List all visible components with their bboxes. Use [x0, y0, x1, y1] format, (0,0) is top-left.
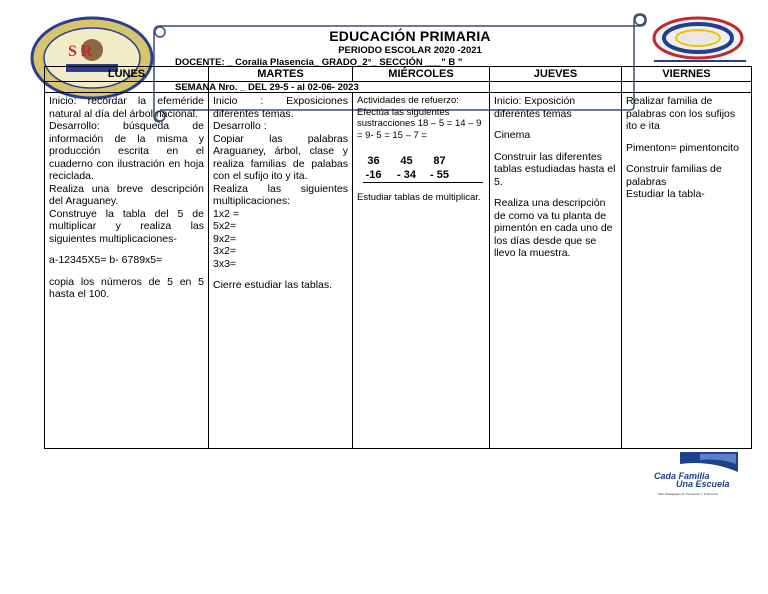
martes-cell	[209, 93, 353, 449]
lunes-conteo: copia los números de 5 en 5 hasta el 100.	[49, 275, 204, 300]
jueves-inicio: Inicio: Exposición diferentes temas	[494, 95, 576, 120]
lunes-descripcion: Realiza una breve descripción del Araguaney.	[49, 182, 204, 207]
martes-mult-5: 3x3=	[213, 257, 237, 270]
minuend-1: 36	[367, 155, 380, 167]
miercoles-estudiar: Estudiar tablas de multiplicar.	[357, 192, 481, 203]
page-title: EDUCACIÓN PRIMARIA	[329, 28, 491, 44]
teacher-line: DOCENTE: _ Coralia Plasencia_ GRADO_2°_ SECCIÓN ___" B "	[175, 57, 463, 68]
viernes-familia: Realizar familia de palabras con los sufijos ito e ita	[626, 95, 736, 132]
footer-logo-line2: Una Escuela	[676, 479, 730, 489]
martes-mult-1: 1x2 =	[213, 207, 239, 220]
lunes-tabla: Construye la tabla del 5 de multiplicar y realiza las siguientes multiplicaciones-	[49, 207, 204, 245]
subtrahend-3: - 55	[430, 169, 449, 181]
weekly-plan-table	[44, 66, 752, 449]
day-header-jueves: JUEVES	[490, 67, 622, 82]
week-line: SEMANA Nro. _ DEL 29-5 - al 02-06- 2023	[175, 82, 359, 93]
miercoles-refuerzo: Actividades de refuerzo:	[357, 95, 459, 106]
day-header-miercoles: MIÉRCOLES	[353, 67, 490, 82]
week-row	[45, 82, 752, 93]
school-logo-letters: S R	[68, 43, 93, 60]
school-period: PERIODO ESCOLAR 2020 -2021	[338, 45, 482, 56]
day-header-martes: MARTES	[209, 67, 353, 82]
day-header-viernes: VIERNES	[622, 67, 752, 82]
martes-desarrollo: Desarrollo :	[213, 120, 267, 132]
ministry-logo	[650, 16, 750, 64]
subtraction-top-row	[357, 154, 485, 168]
lunes-inicio: Inicio: recordar la efeméride natural al día del árbol nacional.	[49, 95, 204, 120]
jueves-cinema: Cinema	[494, 129, 531, 141]
day-header-lunes: LUNES	[45, 67, 209, 82]
viernes-cell	[622, 93, 752, 449]
viernes-estudiar: Estudiar la tabla-	[626, 188, 705, 200]
activities-row	[45, 93, 752, 449]
miercoles-cell	[353, 93, 490, 449]
minuend-3: 87	[433, 155, 446, 167]
viernes-construir: Construir familias de palabras	[626, 163, 722, 188]
footer-logo-line3: Plan Pedagógico de Prevención y Protección	[658, 492, 719, 496]
jueves-tablas: Construir las diferentes tablas estudiadas hasta el 5.	[494, 150, 616, 188]
subtraction-bottom-row	[357, 168, 485, 182]
jueves-descripcion: Realiza una descripción de como va tu planta de pimentón en cada uno de los días desde que se llevo la muestra.	[494, 197, 613, 259]
martes-inicio: Inicio : Exposiciones diferentes temas.	[213, 95, 348, 120]
week-row-blank	[622, 82, 752, 93]
cada-familia-logo	[650, 450, 740, 498]
footer-logo-line1: Cada Familia	[654, 471, 710, 481]
lunes-cell	[45, 93, 209, 449]
lunes-desarrollo: Desarrollo: búsqueda de información de la misma y producción escrita en el cuaderno con ilustración en hoja reciclada.	[49, 120, 204, 182]
viernes-pimenton: Pimenton= pimentoncito	[626, 141, 739, 154]
subtrahend-1: -16	[365, 169, 382, 181]
miercoles-sustracciones: Efectúa las siguientes sustracciones 18 – 5 = 14 – 9 = 9- 5 = 15 – 7 =	[357, 106, 482, 141]
lunes-multiplicaciones: a-12345X5= b- 6789x5=	[49, 254, 163, 266]
day-header-row	[45, 67, 752, 82]
week-row-blank	[490, 82, 622, 93]
martes-multiplicaciones: Realiza las siguientes multiplicaciones:	[213, 182, 348, 207]
martes-mult-2: 5x2=	[213, 220, 237, 232]
jueves-cell	[490, 93, 622, 449]
martes-mult-3: 9x2=	[213, 232, 237, 245]
martes-cierre: Cierre estudiar las tablas.	[213, 279, 333, 291]
subtrahend-2: - 34	[397, 169, 416, 181]
martes-palabras: Copiar las palabras Araguaney, árbol, clase y realiza familias de palabas con el sufijo ito y ita.	[213, 132, 348, 182]
minuend-2: 45	[400, 155, 413, 167]
martes-mult-4: 3x2=	[213, 245, 237, 257]
